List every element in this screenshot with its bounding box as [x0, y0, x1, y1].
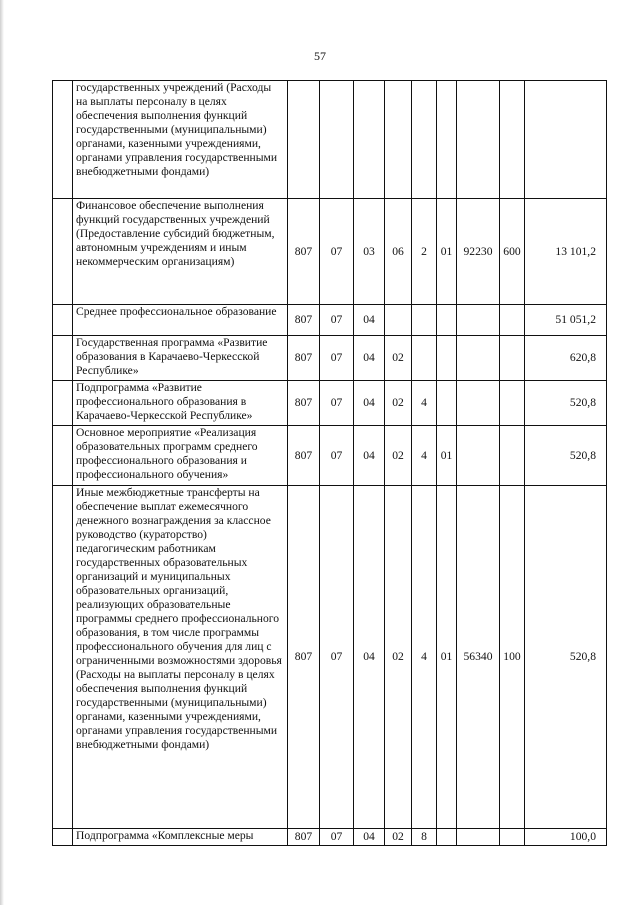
- program-cell: 02: [385, 426, 412, 486]
- scan-edge-shadow: [0, 0, 4, 905]
- program-cell: 02: [385, 381, 412, 426]
- subprogram-cell: [412, 81, 437, 199]
- expense-type-cell: [500, 81, 525, 199]
- amount-cell: 13 101,2: [525, 199, 607, 305]
- table-row: [53, 426, 607, 486]
- program-cell: [385, 305, 412, 336]
- blank-cell: [53, 381, 73, 426]
- row-name-cell: Финансовое обеспечение выполнения функций государственных учреждений (Предоставление субсидий бюджетным, автономным учреждениям и иным некоммерческим организациям): [73, 199, 288, 305]
- expense-type-cell: [500, 381, 525, 426]
- subsection-cell: 04: [354, 305, 385, 336]
- section-cell: 07: [320, 426, 354, 486]
- program-cell: 02: [385, 829, 412, 846]
- subsection-cell: 04: [354, 381, 385, 426]
- grbs-cell: 807: [288, 305, 320, 336]
- direction-cell: [457, 381, 500, 426]
- subprogram-cell: 4: [412, 426, 437, 486]
- subsection-cell: 04: [354, 829, 385, 846]
- direction-cell: [457, 305, 500, 336]
- activity-cell: [437, 81, 457, 199]
- row-name-cell: Государственная программа «Развитие образования в Карачаево-Черкесской Республике»: [73, 336, 288, 381]
- blank-cell: [53, 486, 73, 829]
- section-cell: 07: [320, 829, 354, 846]
- subsection-cell: [354, 81, 385, 199]
- direction-cell: 92230: [457, 199, 500, 305]
- section-cell: [320, 81, 354, 199]
- amount-cell: 620,8: [525, 336, 607, 381]
- blank-cell: [53, 81, 73, 199]
- program-cell: [385, 81, 412, 199]
- direction-cell: 56340: [457, 486, 500, 829]
- activity-cell: 01: [437, 486, 457, 829]
- section-cell: 07: [320, 336, 354, 381]
- activity-cell: [437, 381, 457, 426]
- subsection-cell: 04: [354, 426, 385, 486]
- blank-cell: [53, 199, 73, 305]
- row-name-cell: Среднее профессиональное образование: [73, 305, 288, 336]
- section-cell: 07: [320, 199, 354, 305]
- row-name-cell: Основное мероприятие «Реализация образовательных программ среднего профессионального образования и профессионального обучения»: [73, 426, 288, 486]
- row-name-cell: Подпрограмма «Комплексные меры: [73, 829, 288, 846]
- blank-cell: [53, 426, 73, 486]
- amount-cell: 51 051,2: [525, 305, 607, 336]
- subsection-cell: 04: [354, 486, 385, 829]
- direction-cell: [457, 81, 500, 199]
- grbs-cell: 807: [288, 199, 320, 305]
- subsection-cell: 04: [354, 336, 385, 381]
- program-cell: 06: [385, 199, 412, 305]
- subprogram-cell: 2: [412, 199, 437, 305]
- subprogram-cell: [412, 336, 437, 381]
- direction-cell: [457, 426, 500, 486]
- section-cell: 07: [320, 381, 354, 426]
- table-row: [53, 381, 607, 426]
- expense-type-cell: [500, 829, 525, 846]
- table-row: [53, 486, 607, 829]
- activity-cell: 01: [437, 426, 457, 486]
- amount-cell: 100,0: [525, 829, 607, 846]
- table-row: [53, 829, 607, 846]
- direction-cell: [457, 829, 500, 846]
- row-name-cell: Иные межбюджетные трансферты на обеспечение выплат ежемесячного денежного вознаграждения за классное руководство (кураторство) педагогическим работникам государственных образовательных организаций и муниципальных образовательных организаций, реализующих образовательные программы среднего профессионального образования, в том числе программы профессионального обучения для лиц с ограниченными возможностями здоровья (Расходы на выплаты персоналу в целях обеспечения выполнения функций государственными (муниципальными) органами, казенными учреждениями, органами управления государственными внебюджетными фондами): [73, 486, 288, 829]
- grbs-cell: 807: [288, 336, 320, 381]
- grbs-cell: 807: [288, 486, 320, 829]
- program-cell: 02: [385, 336, 412, 381]
- expense-type-cell: [500, 336, 525, 381]
- expense-type-cell: 600: [500, 199, 525, 305]
- subsection-cell: 03: [354, 199, 385, 305]
- subprogram-cell: 4: [412, 486, 437, 829]
- blank-cell: [53, 829, 73, 846]
- blank-cell: [53, 305, 73, 336]
- activity-cell: [437, 336, 457, 381]
- direction-cell: [457, 336, 500, 381]
- section-cell: 07: [320, 305, 354, 336]
- amount-cell: 520,8: [525, 381, 607, 426]
- expense-type-cell: 100: [500, 486, 525, 829]
- grbs-cell: 807: [288, 829, 320, 846]
- program-cell: 02: [385, 486, 412, 829]
- amount-cell: 520,8: [525, 426, 607, 486]
- grbs-cell: 807: [288, 381, 320, 426]
- section-cell: 07: [320, 486, 354, 829]
- row-name-cell: Подпрограмма «Развитие профессионального образования в Карачаево-Черкесской Республике»: [73, 381, 288, 426]
- activity-cell: [437, 829, 457, 846]
- table-row: [53, 199, 607, 305]
- amount-cell: [525, 81, 607, 199]
- expense-type-cell: [500, 426, 525, 486]
- activity-cell: [437, 305, 457, 336]
- grbs-cell: [288, 81, 320, 199]
- page-number: 57: [314, 49, 326, 63]
- subprogram-cell: 8: [412, 829, 437, 846]
- activity-cell: 01: [437, 199, 457, 305]
- blank-cell: [53, 336, 73, 381]
- table-row: [53, 305, 607, 336]
- table-row: [53, 336, 607, 381]
- subprogram-cell: [412, 305, 437, 336]
- amount-cell: 520,8: [525, 486, 607, 829]
- budget-table: [52, 80, 607, 846]
- grbs-cell: 807: [288, 426, 320, 486]
- row-name-cell: государственных учреждений (Расходы на выплаты персоналу в целях обеспечения выполнения функций государственными (муниципальными) органами, казенными учреждениями, органами управления государственными внебюджетными фондами): [73, 81, 288, 199]
- expense-type-cell: [500, 305, 525, 336]
- table-row: [53, 81, 607, 199]
- subprogram-cell: 4: [412, 381, 437, 426]
